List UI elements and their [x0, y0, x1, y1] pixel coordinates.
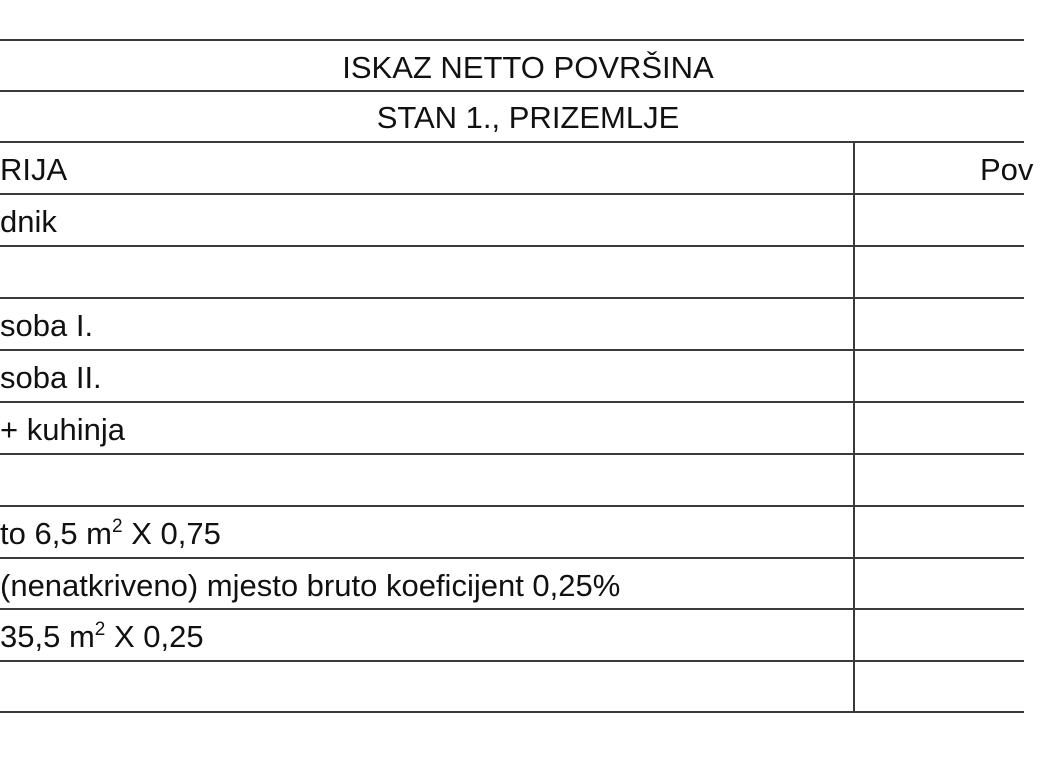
- row-label-prefix: to 6,5 m: [0, 516, 112, 551]
- table-row: dnik: [0, 204, 57, 239]
- table-rule: [0, 39, 1024, 41]
- row-label-suffix: X 0,75: [122, 516, 221, 551]
- column-divider: [853, 142, 855, 712]
- row-label-prefix: 35,5 m: [0, 619, 95, 654]
- table-rule: [0, 505, 1024, 507]
- table-row: + kuhinja: [0, 412, 125, 447]
- table-rule: [0, 453, 1024, 455]
- row-label-suffix: X 0,25: [105, 619, 204, 654]
- table-subtitle: STAN 1., PRIZEMLJE: [376, 100, 680, 135]
- table-row: soba II.: [0, 360, 102, 395]
- table-row: [0, 509, 221, 559]
- table-rule: [0, 711, 1024, 713]
- table-row: (nenatkriveno) mjesto bruto koeficijent 0,25%: [0, 568, 621, 603]
- row-label-superscript: 2: [112, 516, 123, 537]
- table-rule: [0, 401, 1024, 403]
- table-rule: [0, 297, 1024, 299]
- table-row: [0, 612, 204, 662]
- header-category: RIJA: [0, 152, 68, 187]
- row-label-superscript: 2: [94, 619, 106, 640]
- table-rule: [0, 245, 1024, 247]
- table-rule: [0, 349, 1024, 351]
- table-row: soba I.: [0, 308, 94, 343]
- header-area: Pov: [980, 152, 1034, 187]
- table-title: ISKAZ NETTO POVRŠINA: [342, 50, 714, 85]
